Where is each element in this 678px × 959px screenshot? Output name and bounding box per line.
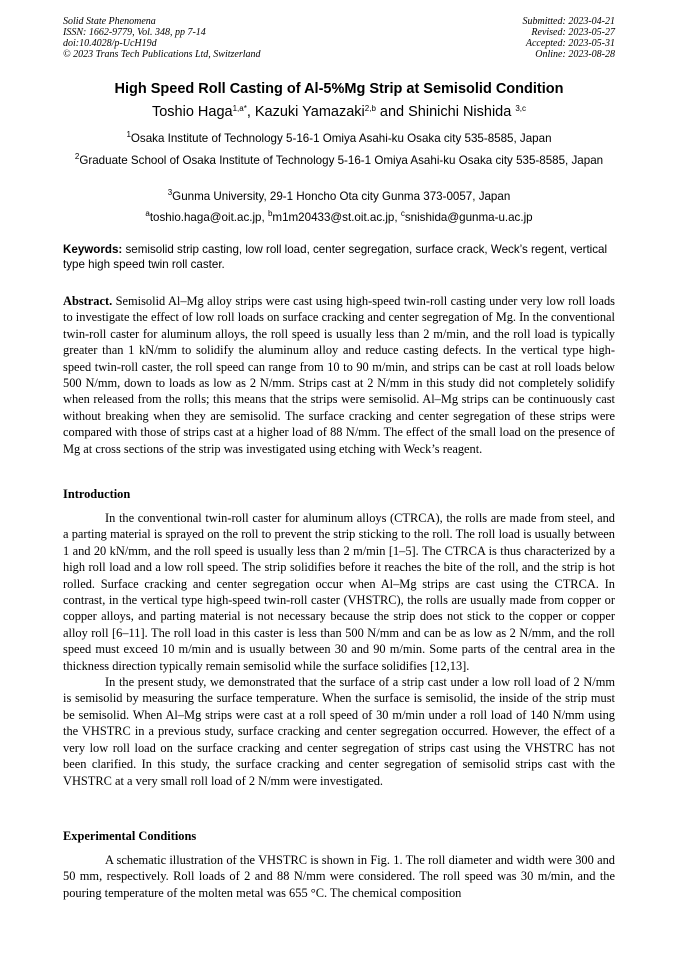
affiliation-mark: 1 xyxy=(126,130,131,139)
abstract-text: Semisolid Al–Mg alloy strips were cast using high-speed twin-roll casting under very low roll loads to investigate the effect of low roll loads on surface cracking and center segregation of Mg. In the conventional twin-roll caster for aluminum alloys, the roll speed is usually less than 2 m/min, and the roll load is typically greater than 1 kN/mm to solidify the aluminum alloy and reduce casting defects. In the vertical type high-speed twin-roll caster, the roll speed can range from 10 to 90 m/min, and strips can be cast at roll loads below 500 N/mm, down to loads as low as 2 N/mm. Strips cast at 2 N/mm in this study did not completely solidify when released from the rolls; this means that the strips were semisolid. Al–Mg strips can be continuously cast without breaking when they are semisolid. The surface cracking and center segregation of these strips were compared with those of strips cast at a higher load of 88 N/mm. The effect of the small load on the presence of Mg at cross sections of the strip was investigated using etching with Weck’s reagent. xyxy=(63,294,615,456)
submitted-date: Submitted: 2023-04-21 xyxy=(522,16,615,27)
author-affiliation-mark: 1,a* xyxy=(232,104,247,113)
author-affiliation-mark: 2,b xyxy=(364,104,376,113)
email-list xyxy=(63,210,615,225)
experimental-heading: Experimental Conditions xyxy=(63,829,197,843)
email-address: toshio.haga@oit.ac.jp, xyxy=(149,211,268,224)
email-mark: b xyxy=(267,209,273,218)
experimental-body xyxy=(63,852,615,901)
affiliation-text: Graduate School of Osaka Institute of Technology 5-16-1 Omiya Asahi-ku Osaka city 535-8585, Japan xyxy=(79,154,604,167)
affiliation-2 xyxy=(63,153,615,168)
keywords-text: semisolid strip casting, low roll load, center segregation, surface crack, Weck’s regent, vertical type high speed twin roll caster. xyxy=(63,243,608,271)
author-affiliation-mark: 3,c xyxy=(515,104,527,113)
author-name: Toshio Haga xyxy=(151,104,233,120)
abstract xyxy=(63,293,615,457)
email-mark: a xyxy=(145,209,150,218)
affiliation-mark: 3 xyxy=(167,188,173,197)
email-mark: c xyxy=(400,209,405,218)
online-date: Online: 2023-08-28 xyxy=(535,49,615,60)
keywords-label: Keywords: xyxy=(63,243,123,256)
author-name: Shinichi Nishida xyxy=(408,104,516,120)
introduction-heading: Introduction xyxy=(63,487,131,501)
introduction-body xyxy=(63,510,615,789)
affiliation-3 xyxy=(63,189,615,204)
accepted-date: Accepted: 2023-05-31 xyxy=(525,38,615,49)
paper-title: High Speed Roll Casting of Al-5%Mg Strip at Semisolid Condition xyxy=(114,81,564,97)
abstract-label: Abstract. xyxy=(63,294,113,308)
email-address: snishida@gunma-u.ac.jp xyxy=(404,211,533,224)
author-name: Kazuki Yamazaki xyxy=(254,104,365,120)
author-list xyxy=(0,104,678,120)
journal-header-left xyxy=(63,16,261,60)
affiliation-1 xyxy=(63,131,615,146)
author-separator: , xyxy=(246,104,255,120)
issn-volume: ISSN: 1662-9779, Vol. 348, pp 7-14 xyxy=(63,27,206,38)
experimental-paragraph-1: A schematic illustration of the VHSTRC is shown in Fig. 1. The roll diameter and width were 300 and 50 mm, respectively. Roll loads of 2 and 88 N/mm were considered. The roll speed was 30 m/min, and the pouring temperature of the molten metal was 655 °C. The chemical composition xyxy=(63,853,615,900)
doi: doi:10.4028/p-UcH19d xyxy=(63,38,157,49)
journal-header-right xyxy=(523,16,616,60)
introduction-paragraph-1: In the conventional twin-roll caster for aluminum alloys (CTRCA), the rolls are made from steel, and a parting material is sprayed on the roll to prevent the strip sticking to the roll. The roll load is usually between 1 and 20 kN/mm, and the roll speed is usually less than 2 m/min [1–5]. The CTRCA is thus characterized by a high roll load and a low roll speed. The strip solidifies before it reaches the bite of the roll, and the strip is hot rolled. Surface cracking and center segregation occur when Al–Mg strips are cast using the CTRCA. In contrast, in the vertical type high-speed twin-roll caster (VHSTRC), the rolls are usually made from copper or copper alloys, and parting material is not necessary because the strip does not stick to the copper or copper alloy roll [6–11]. The roll load in this caster is less than 500 N/mm and can be as low as 2 N/mm, and the roll speed must exceed 10 m/min and is usually between 30 and 90 m/min. Some parts of the central area in the thickness direction typically remain semisolid while the surface solidifies [12,13]. xyxy=(63,511,615,673)
author-separator: and xyxy=(375,104,409,120)
revised-date: Revised: 2023-05-27 xyxy=(531,27,615,38)
affiliation-text: Osaka Institute of Technology 5-16-1 Omiya Asahi-ku Osaka city 535-8585, Japan xyxy=(130,132,552,145)
copyright: © 2023 Trans Tech Publications Ltd, Switzerland xyxy=(63,49,261,60)
affiliation-text: Gunma University, 29-1 Honcho Ota city Gunma 373-0057, Japan xyxy=(172,190,511,203)
email-address: m1m20433@st.oit.ac.jp, xyxy=(272,211,401,224)
journal-name: Solid State Phenomena xyxy=(63,16,156,27)
affiliation-mark: 2 xyxy=(74,152,80,161)
keywords xyxy=(63,243,615,272)
introduction-paragraph-2: In the present study, we demonstrated that the surface of a strip cast under a low roll load of 2 N/mm is semisolid by measuring the surface temperature. When the surface is semisolid, the inside of the strip must be semisolid. When Al–Mg strips were cast at a roll speed of 30 m/min under a roll load of 140 N/mm using the VHSTRC in a previous study, surface cracking and center segregation occurred. However, the effect of a very low roll load on the surface cracking and center segregation of strips cast using the VHSTRC has not been clarified. In this study, the surface cracking and center segregation of semisolid strips cast with the VHSTRC at a very small roll load of 2 N/mm were investigated. xyxy=(63,675,615,788)
